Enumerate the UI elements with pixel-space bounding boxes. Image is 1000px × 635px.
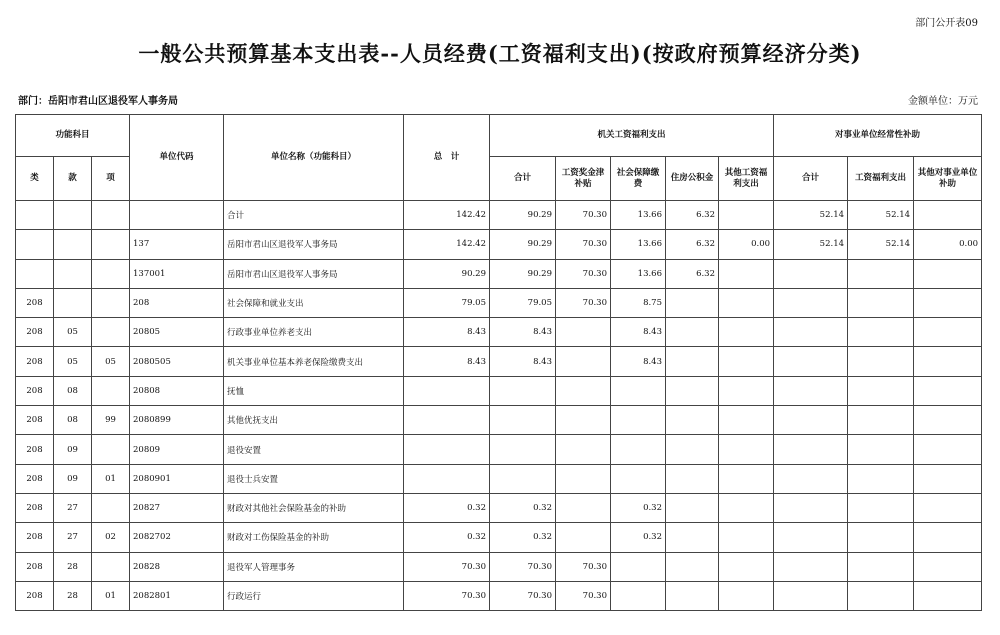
table-number-label: 部门公开表09 (915, 18, 978, 29)
cell-code (130, 201, 224, 230)
cell-org-other: 0.00 (719, 230, 774, 259)
cell-org-subtotal: 0.32 (490, 493, 556, 522)
cell-org-housing (666, 288, 719, 317)
table-row (16, 493, 982, 522)
header-kuan: 款 (54, 157, 92, 201)
cell-pub-subtotal (774, 581, 848, 610)
cell-pub-salary (848, 464, 914, 493)
cell-lei: 208 (16, 493, 54, 522)
cell-code: 2082702 (130, 523, 224, 552)
cell-org-other (719, 406, 774, 435)
cell-pub-subtotal (774, 288, 848, 317)
cell-org-salary: 70.30 (556, 259, 611, 288)
cell-code: 2080901 (130, 464, 224, 493)
header-pub-group: 对事业单位经常性补助 (774, 115, 982, 157)
table-row (16, 464, 982, 493)
cell-org-social: 8.43 (611, 318, 666, 347)
cell-org-other (719, 493, 774, 522)
cell-lei: 208 (16, 288, 54, 317)
table-row (16, 523, 982, 552)
cell-pub-other: 0.00 (914, 230, 982, 259)
header-total: 总 计 (404, 115, 490, 201)
cell-pub-other (914, 493, 982, 522)
cell-lei: 208 (16, 523, 54, 552)
cell-pub-subtotal: 52.14 (774, 201, 848, 230)
cell-name: 财政对工伤保险基金的补助 (224, 523, 404, 552)
cell-name: 机关事业单位基本养老保险缴费支出 (224, 347, 404, 376)
cell-kuan: 09 (54, 464, 92, 493)
cell-org-social: 0.32 (611, 493, 666, 522)
cell-total: 142.42 (404, 230, 490, 259)
department-label: 部门：岳阳市君山区退役军人事务局 (18, 96, 178, 107)
cell-pub-salary (848, 376, 914, 405)
cell-lei: 208 (16, 347, 54, 376)
cell-total: 70.30 (404, 552, 490, 581)
cell-org-salary (556, 464, 611, 493)
cell-lei (16, 230, 54, 259)
cell-lei: 208 (16, 406, 54, 435)
cell-total: 90.29 (404, 259, 490, 288)
cell-total: 0.32 (404, 523, 490, 552)
cell-org-housing (666, 493, 719, 522)
cell-lei: 208 (16, 581, 54, 610)
cell-org-housing (666, 318, 719, 347)
header-pub-salary: 工资福利支出 (848, 157, 914, 201)
cell-kuan (54, 259, 92, 288)
cell-org-subtotal: 79.05 (490, 288, 556, 317)
cell-code: 2080899 (130, 406, 224, 435)
cell-kuan (54, 201, 92, 230)
cell-pub-salary (848, 493, 914, 522)
cell-pub-other (914, 406, 982, 435)
header-unit-name: 单位名称（功能科目） (224, 115, 404, 201)
cell-xiang (92, 288, 130, 317)
cell-name: 行政事业单位养老支出 (224, 318, 404, 347)
cell-code: 20827 (130, 493, 224, 522)
table-row (16, 288, 982, 317)
cell-org-social: 13.66 (611, 201, 666, 230)
cell-total: 8.43 (404, 318, 490, 347)
cell-name: 抚恤 (224, 376, 404, 405)
cell-pub-other (914, 435, 982, 464)
table-row (16, 347, 982, 376)
cell-org-other (719, 201, 774, 230)
cell-pub-other (914, 201, 982, 230)
cell-org-subtotal: 70.30 (490, 581, 556, 610)
cell-total: 0.32 (404, 493, 490, 522)
cell-org-housing (666, 376, 719, 405)
cell-code: 2080505 (130, 347, 224, 376)
cell-pub-subtotal (774, 523, 848, 552)
header-org-group: 机关工资福利支出 (490, 115, 774, 157)
cell-kuan: 05 (54, 318, 92, 347)
cell-pub-salary (848, 581, 914, 610)
cell-xiang (92, 435, 130, 464)
cell-pub-other (914, 259, 982, 288)
cell-org-subtotal: 90.29 (490, 259, 556, 288)
cell-pub-salary (848, 288, 914, 317)
cell-code: 2082801 (130, 581, 224, 610)
table-row (16, 406, 982, 435)
cell-xiang (92, 493, 130, 522)
cell-org-social: 8.43 (611, 347, 666, 376)
cell-org-social: 13.66 (611, 230, 666, 259)
cell-total: 70.30 (404, 581, 490, 610)
cell-pub-subtotal (774, 552, 848, 581)
cell-kuan (54, 230, 92, 259)
cell-kuan: 08 (54, 406, 92, 435)
cell-total: 142.42 (404, 201, 490, 230)
header-org-subtotal: 合计 (490, 157, 556, 201)
cell-org-other (719, 376, 774, 405)
cell-org-housing (666, 347, 719, 376)
cell-org-housing (666, 406, 719, 435)
cell-kuan: 09 (54, 435, 92, 464)
cell-name: 社会保障和就业支出 (224, 288, 404, 317)
cell-org-other (719, 581, 774, 610)
cell-org-salary: 70.30 (556, 552, 611, 581)
cell-org-other (719, 288, 774, 317)
cell-org-subtotal: 8.43 (490, 347, 556, 376)
cell-lei: 208 (16, 435, 54, 464)
cell-lei: 208 (16, 464, 54, 493)
cell-xiang (92, 230, 130, 259)
cell-kuan: 28 (54, 552, 92, 581)
cell-pub-salary (848, 523, 914, 552)
cell-total (404, 406, 490, 435)
cell-name: 合计 (224, 201, 404, 230)
cell-org-other (719, 347, 774, 376)
cell-total: 8.43 (404, 347, 490, 376)
cell-code: 20809 (130, 435, 224, 464)
cell-org-housing (666, 581, 719, 610)
cell-org-salary: 70.30 (556, 201, 611, 230)
cell-name: 行政运行 (224, 581, 404, 610)
cell-pub-other (914, 464, 982, 493)
header-xiang: 项 (92, 157, 130, 201)
cell-org-salary (556, 523, 611, 552)
cell-pub-salary: 52.14 (848, 201, 914, 230)
cell-org-housing (666, 435, 719, 464)
cell-pub-salary (848, 552, 914, 581)
cell-org-salary (556, 406, 611, 435)
cell-code: 20808 (130, 376, 224, 405)
cell-name: 其他优抚支出 (224, 406, 404, 435)
cell-kuan: 27 (54, 523, 92, 552)
cell-org-salary (556, 493, 611, 522)
cell-name: 财政对其他社会保险基金的补助 (224, 493, 404, 522)
cell-lei: 208 (16, 376, 54, 405)
cell-name: 退役士兵安置 (224, 464, 404, 493)
cell-total (404, 435, 490, 464)
header-org-salary: 工资奖金津补贴 (556, 157, 611, 201)
cell-pub-salary (848, 318, 914, 347)
cell-kuan: 08 (54, 376, 92, 405)
cell-xiang (92, 201, 130, 230)
header-unit-code: 单位代码 (130, 115, 224, 201)
cell-org-other (719, 435, 774, 464)
cell-total (404, 464, 490, 493)
cell-org-salary: 70.30 (556, 581, 611, 610)
cell-org-social: 13.66 (611, 259, 666, 288)
cell-pub-subtotal (774, 376, 848, 405)
cell-org-social (611, 464, 666, 493)
cell-pub-salary (848, 259, 914, 288)
cell-org-housing: 6.32 (666, 201, 719, 230)
table-row (16, 259, 982, 288)
cell-kuan: 05 (54, 347, 92, 376)
budget-table (15, 114, 982, 611)
table-row (16, 318, 982, 347)
cell-org-subtotal: 8.43 (490, 318, 556, 347)
header-func-subject: 功能科目 (16, 115, 130, 157)
table-row (16, 376, 982, 405)
cell-xiang (92, 318, 130, 347)
table-row (16, 201, 982, 230)
cell-pub-subtotal (774, 318, 848, 347)
cell-org-social: 8.75 (611, 288, 666, 317)
cell-code: 20828 (130, 552, 224, 581)
cell-pub-other (914, 581, 982, 610)
header-org-housing: 住房公积金 (666, 157, 719, 201)
cell-code: 137 (130, 230, 224, 259)
header-org-social: 社会保障缴费 (611, 157, 666, 201)
cell-pub-subtotal (774, 464, 848, 493)
cell-lei (16, 259, 54, 288)
cell-pub-subtotal (774, 435, 848, 464)
cell-pub-subtotal (774, 259, 848, 288)
cell-xiang (92, 259, 130, 288)
cell-kuan: 27 (54, 493, 92, 522)
cell-org-salary (556, 318, 611, 347)
cell-org-salary: 70.30 (556, 230, 611, 259)
header-org-other: 其他工资福利支出 (719, 157, 774, 201)
cell-org-salary: 70.30 (556, 288, 611, 317)
cell-name: 岳阳市君山区退役军人事务局 (224, 259, 404, 288)
cell-pub-other (914, 376, 982, 405)
cell-xiang: 01 (92, 464, 130, 493)
cell-pub-other (914, 318, 982, 347)
cell-name: 退役安置 (224, 435, 404, 464)
cell-org-housing (666, 552, 719, 581)
cell-org-other (719, 464, 774, 493)
cell-pub-other (914, 347, 982, 376)
cell-code: 137001 (130, 259, 224, 288)
cell-org-housing (666, 523, 719, 552)
cell-code: 20805 (130, 318, 224, 347)
cell-org-subtotal: 90.29 (490, 201, 556, 230)
cell-org-social: 0.32 (611, 523, 666, 552)
cell-xiang: 05 (92, 347, 130, 376)
table-row (16, 230, 982, 259)
cell-org-subtotal: 90.29 (490, 230, 556, 259)
cell-org-subtotal (490, 406, 556, 435)
cell-xiang (92, 376, 130, 405)
cell-org-other (719, 523, 774, 552)
header-lei: 类 (16, 157, 54, 201)
table-row (16, 552, 982, 581)
cell-org-social (611, 552, 666, 581)
cell-org-other (719, 552, 774, 581)
cell-org-subtotal (490, 435, 556, 464)
cell-org-subtotal (490, 376, 556, 405)
cell-xiang: 01 (92, 581, 130, 610)
cell-total: 79.05 (404, 288, 490, 317)
cell-org-salary (556, 347, 611, 376)
cell-lei: 208 (16, 318, 54, 347)
cell-name: 岳阳市君山区退役军人事务局 (224, 230, 404, 259)
cell-kuan: 28 (54, 581, 92, 610)
cell-org-housing (666, 464, 719, 493)
unit-note: 金额单位：万元 (908, 96, 978, 107)
header-pub-other: 其他对事业单位补助 (914, 157, 982, 201)
cell-pub-subtotal (774, 347, 848, 376)
cell-pub-other (914, 288, 982, 317)
cell-xiang: 02 (92, 523, 130, 552)
cell-org-housing: 6.32 (666, 230, 719, 259)
cell-total (404, 376, 490, 405)
table-row (16, 435, 982, 464)
cell-org-social (611, 376, 666, 405)
cell-org-social (611, 581, 666, 610)
cell-org-subtotal: 70.30 (490, 552, 556, 581)
table-row (16, 581, 982, 610)
cell-pub-other (914, 552, 982, 581)
cell-lei: 208 (16, 552, 54, 581)
cell-kuan (54, 288, 92, 317)
cell-org-salary (556, 435, 611, 464)
cell-pub-salary (848, 406, 914, 435)
cell-pub-salary (848, 435, 914, 464)
cell-pub-subtotal (774, 493, 848, 522)
cell-code: 208 (130, 288, 224, 317)
cell-org-other (719, 259, 774, 288)
cell-org-housing: 6.32 (666, 259, 719, 288)
cell-org-social (611, 435, 666, 464)
header-pub-subtotal: 合计 (774, 157, 848, 201)
cell-org-other (719, 318, 774, 347)
cell-lei (16, 201, 54, 230)
page-title: 一般公共预算基本支出表--人员经费(工资福利支出)(按政府预算经济分类) (138, 41, 862, 66)
cell-org-subtotal (490, 464, 556, 493)
cell-org-social (611, 406, 666, 435)
cell-pub-other (914, 523, 982, 552)
cell-pub-subtotal: 52.14 (774, 230, 848, 259)
cell-pub-salary (848, 347, 914, 376)
cell-pub-subtotal (774, 406, 848, 435)
cell-xiang (92, 552, 130, 581)
cell-org-subtotal: 0.32 (490, 523, 556, 552)
cell-xiang: 99 (92, 406, 130, 435)
cell-org-salary (556, 376, 611, 405)
cell-name: 退役军人管理事务 (224, 552, 404, 581)
cell-pub-salary: 52.14 (848, 230, 914, 259)
